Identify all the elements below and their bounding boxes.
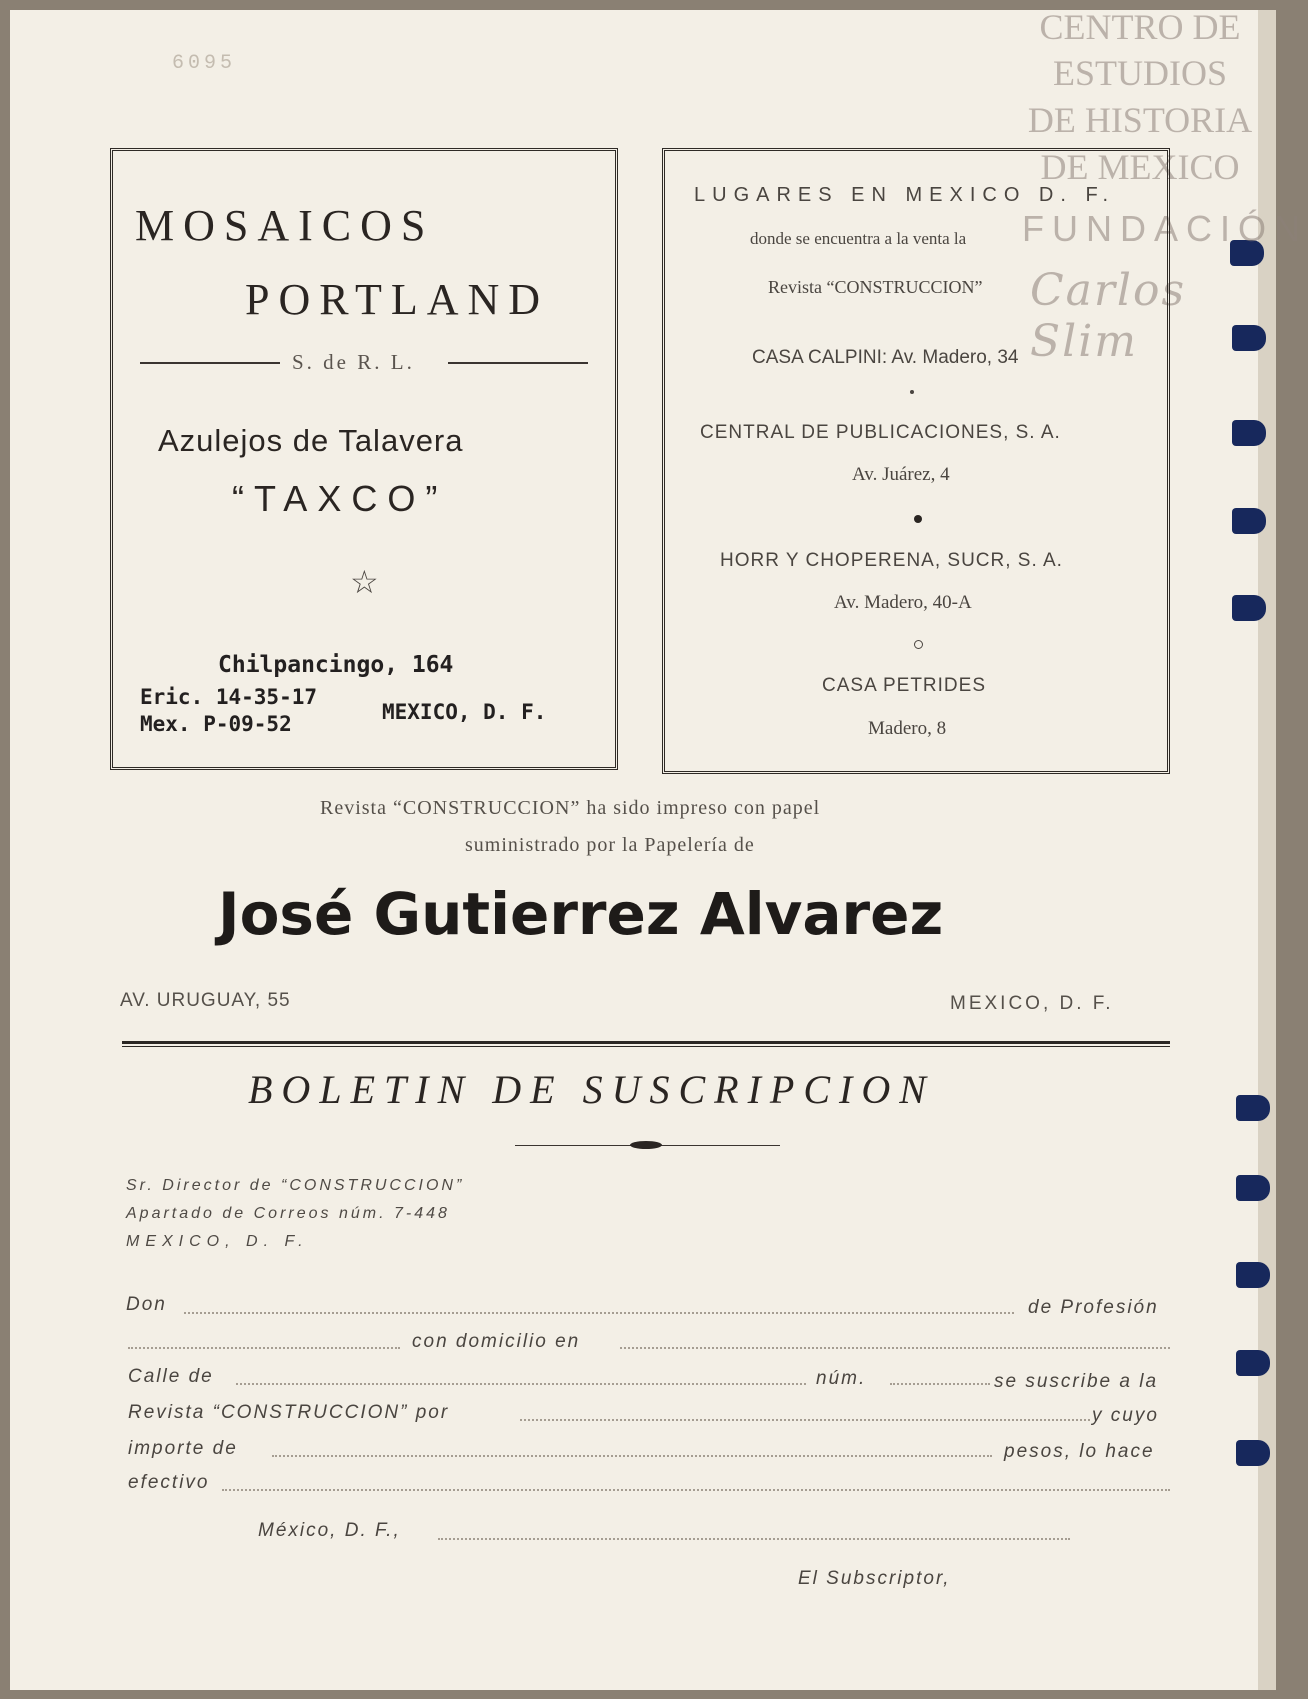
shop-petrides-address: Madero, 8: [868, 718, 947, 739]
street-field[interactable]: [236, 1383, 806, 1385]
period-field[interactable]: [520, 1419, 1090, 1421]
binding-ring-icon: [1232, 420, 1266, 446]
profession-field[interactable]: [128, 1347, 400, 1349]
shop-casa-petrides: CASA PETRIDES: [822, 675, 986, 696]
label-importe: importe de: [128, 1438, 238, 1459]
ornament-icon: [630, 1141, 662, 1149]
address-to-director: Sr. Director de “CONSTRUCCION”: [126, 1177, 465, 1194]
ad-company-type: S. de R. L.: [292, 350, 415, 374]
ad-title-portland: PORTLAND: [245, 275, 550, 324]
ad-rule-left: [140, 362, 280, 364]
domicile-field[interactable]: [620, 1347, 1170, 1349]
label-domicilio: con domicilio en: [412, 1331, 581, 1352]
lugares-heading: LUGARES EN MEXICO D. F.: [694, 184, 1116, 206]
binding-ring-icon: [1236, 1262, 1270, 1288]
amount-field[interactable]: [272, 1455, 992, 1457]
boletin-title: BOLETIN DE SUSCRIPCION: [248, 1067, 935, 1112]
ad-brand-taxco: “TAXCO”: [232, 478, 448, 519]
watermark-line-3: DE HISTORIA: [1027, 100, 1253, 140]
credit-line-1: Revista “CONSTRUCCION” ha sido impreso con papel: [320, 797, 821, 819]
label-suscribe: se suscribe a la: [994, 1371, 1159, 1392]
bullet-icon: [910, 390, 914, 394]
section-divider: [122, 1046, 1170, 1047]
label-mexico-df: México, D. F.,: [258, 1520, 401, 1541]
binding-ring-icon: [1236, 1350, 1270, 1376]
watermark-line-1: CENTRO DE: [1039, 7, 1241, 47]
ad-rule-right: [448, 362, 588, 364]
label-profesion: de Profesión: [1028, 1297, 1159, 1318]
credit-line-2: suministrado por la Papelería de: [465, 834, 755, 856]
label-don: Don: [126, 1294, 167, 1315]
ad-phone-mexicana: Mex. P-09-52: [140, 712, 292, 736]
label-num: núm.: [816, 1368, 867, 1389]
address-city: MEXICO, D. F.: [126, 1233, 309, 1250]
date-field[interactable]: [438, 1538, 1070, 1540]
ad-city: MEXICO, D. F.: [382, 700, 547, 724]
label-pesos: pesos, lo hace: [1004, 1441, 1155, 1462]
address-apartado: Apartado de Correos núm. 7-448: [126, 1205, 450, 1222]
label-revista: Revista “CONSTRUCCION” por: [128, 1402, 450, 1423]
label-calle: Calle de: [128, 1366, 214, 1387]
binding-ring-icon: [1236, 1440, 1270, 1466]
binding-ring-icon: [1232, 508, 1266, 534]
ad-street-address: Chilpancingo, 164: [218, 652, 454, 678]
binding-ring-icon: [1236, 1095, 1270, 1121]
shop-horr-choperena: HORR Y CHOPERENA, SUCR, S. A.: [720, 550, 1063, 571]
binding-ring-icon: [1232, 595, 1266, 621]
shop-horr-address: Av. Madero, 40-A: [834, 592, 972, 613]
bullet-icon: [914, 640, 923, 649]
archive-stamp: 6095: [172, 52, 237, 75]
ad-azulejos-line: Azulejos de Talavera: [158, 423, 464, 458]
label-cuyo: y cuyo: [1092, 1405, 1159, 1426]
label-efectivo: efectivo: [128, 1472, 210, 1493]
payment-field[interactable]: [222, 1489, 1170, 1491]
ad-title-mosaicos: MOSAICOS: [135, 201, 435, 250]
shop-central-publicaciones: CENTRAL DE PUBLICACIONES, S. A.: [700, 422, 1061, 443]
section-divider: [122, 1041, 1170, 1044]
watermark-line-5: FUNDACIÓN: [1022, 208, 1308, 249]
bullet-icon: [914, 515, 922, 523]
star-icon: ☆: [350, 563, 379, 601]
number-field[interactable]: [890, 1383, 990, 1385]
watermark-line-4: DE MEXICO: [1040, 147, 1240, 187]
lugares-line-3: Revista “CONSTRUCCION”: [768, 277, 983, 297]
label-subscriptor: El Subscriptor,: [798, 1568, 951, 1589]
watermark-line-2: ESTUDIOS: [1052, 53, 1227, 93]
supplier-city: MEXICO, D. F.: [950, 993, 1114, 1014]
shop-central-address: Av. Juárez, 4: [852, 464, 950, 485]
watermark-signature: Carlos Slim: [1030, 265, 1187, 367]
ad-phone-ericsson: Eric. 14-35-17: [140, 685, 318, 709]
supplier-address: AV. URUGUAY, 55: [120, 990, 291, 1011]
name-field[interactable]: [184, 1312, 1014, 1314]
lugares-line-2: donde se encuentra a la venta la: [750, 229, 967, 248]
paper-supplier-name: José Gutierrez Alvarez: [218, 880, 944, 948]
shop-casa-calpini: CASA CALPINI: Av. Madero, 34: [752, 347, 1019, 368]
binding-ring-icon: [1236, 1175, 1270, 1201]
